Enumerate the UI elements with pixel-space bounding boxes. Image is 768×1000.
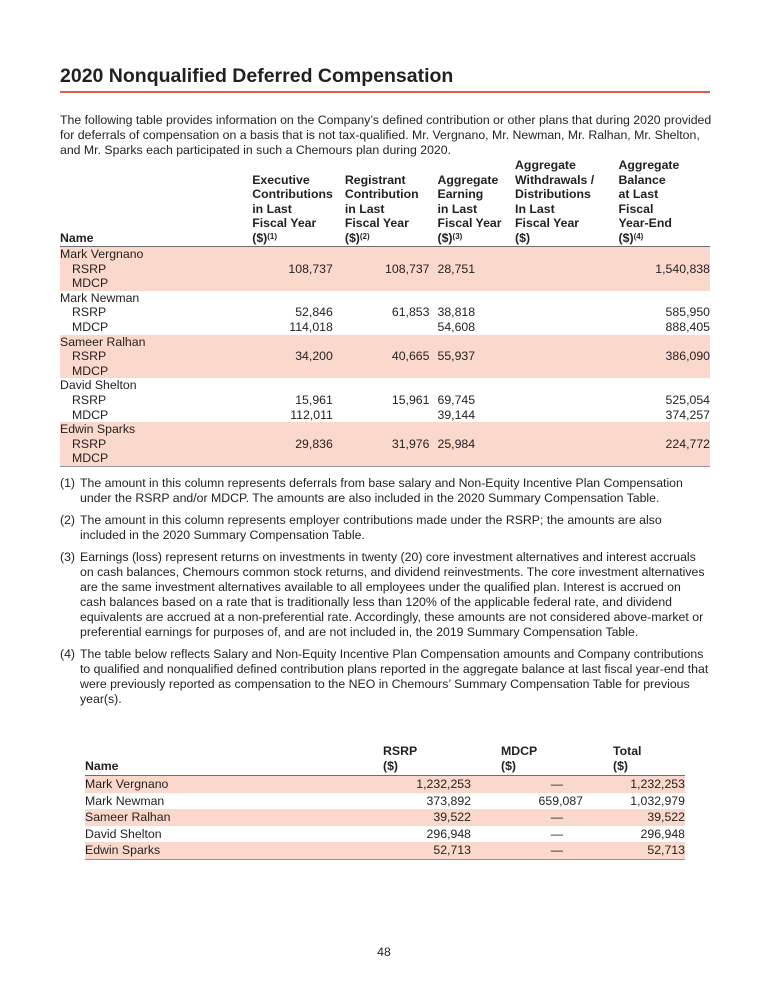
plan-name: RSRP xyxy=(60,349,200,364)
footnote xyxy=(60,550,710,640)
table-row-plan xyxy=(60,305,710,320)
header-line: ($) xyxy=(613,759,629,773)
header-line: Withdrawals / xyxy=(515,172,595,187)
table-row-plan xyxy=(60,364,710,379)
footnote xyxy=(60,476,710,506)
header-line: In Last xyxy=(515,201,555,216)
aggregate-balance-value: 1,540,838 xyxy=(603,262,710,277)
header-line: at Last xyxy=(618,187,659,201)
header-line: Earning xyxy=(437,187,484,201)
aggregate-balance-value: 386,090 xyxy=(603,349,710,364)
header-line: in Last xyxy=(344,201,385,216)
executive-name: David Shelton xyxy=(60,378,137,393)
exec-contributions-value: 108,737 xyxy=(200,262,333,277)
registrant-contribution-value xyxy=(333,408,430,423)
aggregate-balance-value xyxy=(603,451,710,466)
total-value: 296,948 xyxy=(640,826,685,841)
header-line: Aggregate xyxy=(618,158,680,172)
executive-name: Mark Vergnano xyxy=(60,247,710,262)
header-line: Registrant xyxy=(344,172,406,187)
withdrawals-value xyxy=(505,320,602,335)
table-row-plan xyxy=(60,349,710,364)
exec-contributions-value xyxy=(200,276,333,291)
header-line: Fiscal xyxy=(618,201,654,216)
plan-name: MDCP xyxy=(72,319,109,334)
aggregate-balance-value: 585,950 xyxy=(665,305,710,320)
executive-name: Edwin Sparks xyxy=(85,842,383,859)
registrant-contribution-value xyxy=(333,451,430,466)
registrant-contribution-value xyxy=(333,364,430,379)
exec-contributions-value: 52,846 xyxy=(295,305,333,320)
registrant-contribution-value xyxy=(333,320,430,335)
table-row-executive xyxy=(60,335,710,350)
header-line: Fiscal Year xyxy=(515,216,580,230)
table-row xyxy=(85,793,685,810)
header-line: Aggregate xyxy=(515,158,576,172)
rsrp-value: 296,948 xyxy=(426,826,471,841)
footnote-text: Earnings (loss) represent returns on investments in twenty (20) core investment alternatives and interest accruals on cash balances, Chemours common stock returns, and dividend reinvestments. The core investment alternatives are the same investment alternatives available to all employees under the qualified plan. Interest is accrued on cash balances based on a rate that is traditionally less than 120% of the applicable federal rate, and dividend equivalents are accrued at a non-preferential rate. Accordingly, these amounts are not considered above-market or preferential earnings for purposes of, and are not included in, the 2019 Summary Compensation Table. xyxy=(80,550,705,639)
executive-name: Edwin Sparks xyxy=(60,422,710,437)
aggregate-balance-value xyxy=(603,364,710,379)
exec-contributions-value: 15,961 xyxy=(295,392,333,407)
registrant-contribution-value xyxy=(333,276,430,291)
header-line: ($) xyxy=(383,759,399,773)
aggregate-balance-value: 888,405 xyxy=(665,319,710,334)
rsrp-value: 52,713 xyxy=(383,842,471,859)
exec-contributions-value xyxy=(200,364,333,379)
exec-contributions-value xyxy=(200,451,333,466)
footnote-text: The amount in this column represents employer contributions made under the RSRP; the amounts are also included in the 2020 Summary Compensation Table. xyxy=(80,513,662,542)
exec-contributions-value: 114,018 xyxy=(289,319,333,334)
withdrawals-value xyxy=(505,349,602,364)
plan-name: MDCP xyxy=(60,276,200,291)
table-header-row xyxy=(85,744,685,776)
footnote xyxy=(60,513,710,543)
header-line: ($) xyxy=(252,230,268,245)
aggregate-earning-value xyxy=(430,276,506,291)
total-value: 1,032,979 xyxy=(630,793,685,808)
table-row xyxy=(85,776,685,793)
footnote-marker: (1) xyxy=(60,476,76,490)
header-line: Executive xyxy=(252,172,310,187)
header-line: in Last xyxy=(437,201,478,216)
header-line: MDCP xyxy=(501,744,538,758)
footnote-ref: (3) xyxy=(452,231,463,241)
registrant-contribution-value: 15,961 xyxy=(391,392,430,407)
withdrawals-value xyxy=(505,408,602,423)
table-body xyxy=(85,776,685,860)
table-row-plan xyxy=(60,437,710,452)
withdrawals-value xyxy=(505,451,602,466)
mdcp-value: — xyxy=(471,809,583,826)
footnote-ref: (4) xyxy=(633,231,644,241)
aggregate-balance-value: 525,054 xyxy=(665,392,710,407)
col-header-aggregate-earning xyxy=(430,158,506,247)
deferred-compensation-table xyxy=(60,158,710,467)
header-line: Distributions xyxy=(515,187,591,201)
header-line: Fiscal Year xyxy=(344,216,409,230)
col-header-mdcp xyxy=(471,744,583,776)
withdrawals-value xyxy=(505,364,602,379)
executive-name: David Shelton xyxy=(85,826,162,841)
header-line: Year-End xyxy=(618,216,672,230)
aggregate-balance-value: 224,772 xyxy=(603,437,710,452)
aggregate-earning-value: 28,751 xyxy=(430,262,506,277)
registrant-contribution-value: 40,665 xyxy=(333,349,430,364)
executive-name: Mark Vergnano xyxy=(85,776,383,793)
header-line: ($) xyxy=(618,230,634,245)
mdcp-value: — xyxy=(550,826,563,841)
rsrp-value: 39,522 xyxy=(383,809,471,826)
footnotes xyxy=(60,476,710,714)
footnote-text: The table below reflects Salary and Non-Equity Incentive Plan Compensation amounts and Company contributions to qualified and nonqualified defined contribution plans reported in the aggregate balance at last fiscal year-end that were previously reported as compensation to the NEO in Chemours’ Summary Compensation Table for previous year(s). xyxy=(80,647,709,706)
table-row-plan xyxy=(60,276,710,291)
aggregate-earning-value: 54,608 xyxy=(437,319,476,334)
table-row-plan xyxy=(60,320,710,335)
table-row-executive xyxy=(60,247,710,262)
plan-name: RSRP xyxy=(72,392,107,407)
plan-name: MDCP xyxy=(72,407,109,422)
col-header-total xyxy=(583,744,685,776)
header-line: in Last xyxy=(252,201,292,216)
table-row-plan xyxy=(60,393,710,408)
withdrawals-value xyxy=(505,276,602,291)
header-line: Fiscal Year xyxy=(252,216,317,230)
rsrp-value: 373,892 xyxy=(426,793,471,808)
footnote-marker: (4) xyxy=(60,647,76,661)
table-row-executive xyxy=(60,291,710,306)
executive-name: Mark Newman xyxy=(85,793,165,808)
withdrawals-value xyxy=(505,262,602,277)
plan-name: RSRP xyxy=(60,262,200,277)
footnote-marker: (3) xyxy=(60,550,76,564)
prior-compensation-table xyxy=(85,744,685,860)
executive-name: Sameer Ralhan xyxy=(85,809,383,826)
plan-name: RSRP xyxy=(60,437,200,452)
plan-name: MDCP xyxy=(60,451,200,466)
page-number: 48 xyxy=(377,945,391,959)
registrant-contribution-value: 108,737 xyxy=(333,262,430,277)
header-line: Contributions xyxy=(252,187,333,201)
table-row xyxy=(85,826,685,843)
footnote xyxy=(60,647,710,707)
table-row xyxy=(85,842,685,859)
table-row-plan xyxy=(60,408,710,423)
table-row-plan xyxy=(60,451,710,466)
registrant-contribution-value: 31,976 xyxy=(333,437,430,452)
table-body xyxy=(60,247,710,467)
header-line: Balance xyxy=(618,172,666,187)
intro-paragraph: The following table provides information on the Company’s defined contribution or other plans that during 2020 provided for deferrals of compensation on a basis that is not tax-qualified. Mr. Vergnano, Mr. Newman, Mr. Ralhan, Mr. Shelton, and Mr. Sparks each participated in such a Chemours plan during 2020. xyxy=(60,113,712,157)
aggregate-balance-value: 374,257 xyxy=(665,407,710,422)
plan-name: RSRP xyxy=(72,305,107,320)
col-header-registrant-contribution xyxy=(333,158,430,247)
col-header-name: Name xyxy=(85,744,383,776)
withdrawals-value xyxy=(505,393,602,408)
rsrp-value: 1,232,253 xyxy=(383,776,471,793)
mdcp-value: — xyxy=(471,842,583,859)
footnote-marker: (2) xyxy=(60,513,76,527)
registrant-contribution-value: 61,853 xyxy=(391,305,430,320)
withdrawals-value xyxy=(505,437,602,452)
exec-contributions-value: 112,011 xyxy=(290,407,333,422)
table-header-row xyxy=(60,158,710,247)
col-header-exec-contributions xyxy=(200,158,333,247)
aggregate-balance-value xyxy=(603,276,710,291)
table-row-plan xyxy=(60,262,710,277)
total-value: 1,232,253 xyxy=(583,776,685,793)
page-title: 2020 Nonqualified Deferred Compensation xyxy=(60,64,710,93)
header-line: Fiscal Year xyxy=(437,216,502,230)
exec-contributions-value: 29,836 xyxy=(200,437,333,452)
total-value: 39,522 xyxy=(583,809,685,826)
col-header-name: Name xyxy=(60,158,200,247)
col-header-withdrawals xyxy=(505,158,602,247)
header-line: Total xyxy=(613,744,642,758)
mdcp-value: — xyxy=(471,776,583,793)
aggregate-earning-value: 38,818 xyxy=(437,305,476,320)
header-line: ($) xyxy=(437,230,453,245)
header-line: Aggregate xyxy=(437,172,499,187)
total-value: 52,713 xyxy=(583,842,685,859)
col-header-aggregate-balance xyxy=(603,158,710,247)
aggregate-earning-value: 69,745 xyxy=(437,392,476,407)
footnote-ref: (2) xyxy=(359,231,370,241)
plan-name: MDCP xyxy=(60,364,200,379)
executive-name: Mark Newman xyxy=(60,290,140,305)
header-line: ($) xyxy=(515,230,531,245)
aggregate-earning-value: 25,984 xyxy=(430,437,506,452)
col-header-rsrp xyxy=(383,744,471,776)
table-row xyxy=(85,809,685,826)
aggregate-earning-value: 39,144 xyxy=(437,407,476,422)
header-line: ($) xyxy=(344,230,360,245)
exec-contributions-value: 34,200 xyxy=(200,349,333,364)
aggregate-earning-value xyxy=(430,364,506,379)
mdcp-value: 659,087 xyxy=(538,793,583,808)
table-row-executive xyxy=(60,378,710,393)
executive-name: Sameer Ralhan xyxy=(60,335,710,350)
header-line: RSRP xyxy=(383,744,418,758)
header-line: ($) xyxy=(501,759,517,773)
header-line: Contribution xyxy=(344,187,419,201)
table-row-executive xyxy=(60,422,710,437)
footnote-text: The amount in this column represents deferrals from base salary and Non-Equity Incentive Plan Compensation under the RSRP and/or MDCP. The amounts are also included in the 2020 Summary Compensation Table. xyxy=(80,476,683,505)
footnote-ref: (1) xyxy=(267,231,278,241)
aggregate-earning-value: 55,937 xyxy=(430,349,506,364)
aggregate-earning-value xyxy=(430,451,506,466)
withdrawals-value xyxy=(505,305,602,320)
